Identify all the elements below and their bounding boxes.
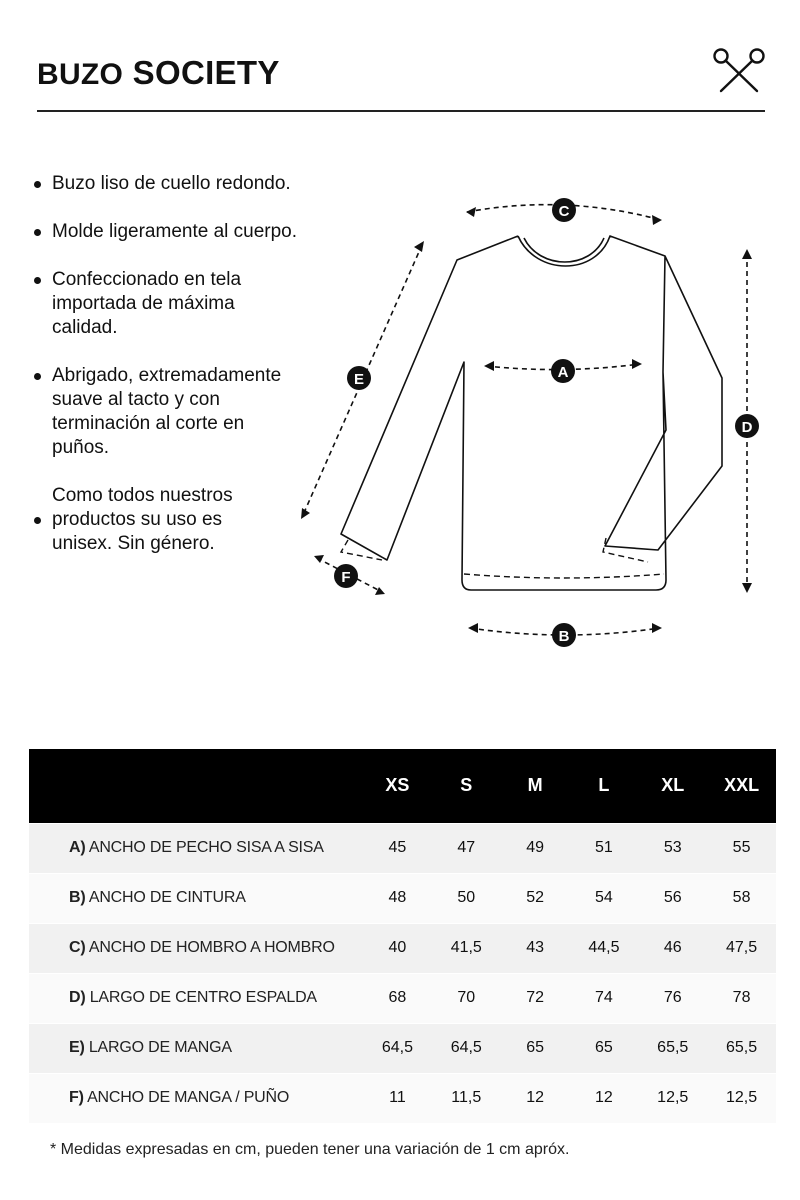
measure-code: D) — [69, 989, 86, 1006]
bullet-dot — [34, 229, 41, 236]
measure-name: LARGO DE MANGA — [88, 1039, 232, 1056]
measure-value: 48 — [363, 873, 432, 923]
feature-item — [34, 364, 296, 460]
table-row — [29, 1073, 776, 1123]
measure-value: 11,5 — [432, 1073, 501, 1123]
feature-item — [34, 484, 266, 556]
feature-text: Como todos nuestros productos su uso es unisex. Sin género. — [52, 485, 233, 554]
measure-code: E) — [69, 1039, 85, 1056]
measure-value: 64,5 — [432, 1023, 501, 1073]
marker-c — [552, 198, 576, 222]
measure-code: C) — [69, 939, 86, 956]
page-title — [37, 54, 280, 92]
title-product: SOCIETY — [132, 54, 280, 91]
measure-value: 50 — [432, 873, 501, 923]
measure-value: 65 — [570, 1023, 639, 1073]
measure-value: 47,5 — [707, 923, 776, 973]
measure-label — [29, 1023, 363, 1073]
feature-item — [34, 268, 304, 340]
measure-code: F) — [69, 1089, 84, 1107]
measure-value: 11 — [363, 1073, 432, 1123]
header-blank — [29, 749, 363, 823]
measure-value: 12,5 — [707, 1073, 776, 1123]
header-divider — [37, 110, 765, 112]
feature-text: Abrigado, extremadamente suave al tacto y con terminación al corte en puños. — [52, 365, 282, 458]
header-size: XXL — [724, 775, 760, 796]
bullet-dot — [34, 277, 41, 284]
scissors-icon — [713, 46, 765, 94]
measure-code: A) — [69, 839, 86, 856]
measure-value: 55 — [707, 823, 776, 873]
footnote: * Medidas expresadas en cm, pueden tener una variación de 1 cm apróx. — [50, 1141, 570, 1158]
table-row — [29, 823, 776, 873]
measure-label — [29, 973, 363, 1023]
measure-value: 49 — [501, 823, 570, 873]
measure-value: 45 — [363, 823, 432, 873]
measure-name: ANCHO DE HOMBRO A HOMBRO — [88, 939, 335, 956]
bullet-dot — [34, 373, 41, 380]
measure-value: 43 — [501, 923, 570, 973]
table-row — [29, 973, 776, 1023]
marker-f-label: F — [341, 569, 351, 586]
measure-value: 12 — [570, 1073, 639, 1123]
sweater-outline — [341, 236, 722, 590]
measure-value: 46 — [638, 923, 707, 973]
measure-value: 72 — [501, 973, 570, 1023]
header-size: S — [460, 775, 473, 796]
arrowheads — [301, 207, 752, 633]
measure-value: 51 — [570, 823, 639, 873]
measure-value: 54 — [570, 873, 639, 923]
marker-b — [552, 623, 576, 647]
header-size: M — [527, 775, 543, 796]
measure-name: ANCHO DE CINTURA — [88, 889, 246, 906]
measure-value: 12 — [501, 1073, 570, 1123]
bullet-dot — [34, 517, 41, 524]
header-size: XS — [385, 775, 410, 796]
measure-value: 78 — [707, 973, 776, 1023]
table-row — [29, 923, 776, 973]
marker-f — [334, 564, 358, 588]
measure-value: 58 — [707, 873, 776, 923]
feature-text: Molde ligeramente al cuerpo. — [52, 221, 298, 242]
measure-value: 44,5 — [570, 923, 639, 973]
measure-value: 68 — [363, 973, 432, 1023]
table-row — [29, 873, 776, 923]
marker-c-label: C — [558, 203, 570, 220]
measure-value: 65,5 — [707, 1023, 776, 1073]
measure-name: ANCHO DE PECHO SISA A SISA — [88, 839, 324, 856]
measure-label — [29, 873, 363, 923]
marker-e — [347, 366, 371, 390]
measure-value: 53 — [638, 823, 707, 873]
table-row — [29, 1023, 776, 1073]
measure-value: 65,5 — [638, 1023, 707, 1073]
garment-diagram — [290, 190, 770, 660]
marker-e-label: E — [353, 371, 365, 388]
measure-value: 56 — [638, 873, 707, 923]
size-table-header — [29, 749, 776, 823]
measure-label — [29, 823, 363, 873]
marker-d — [735, 414, 759, 438]
measure-value: 74 — [570, 973, 639, 1023]
measure-label — [29, 923, 363, 973]
measure-value: 64,5 — [363, 1023, 432, 1073]
feature-item — [34, 172, 304, 196]
measure-value: 70 — [432, 973, 501, 1023]
marker-a-label: A — [557, 364, 569, 381]
feature-list — [34, 172, 304, 580]
measure-value: 65 — [501, 1023, 570, 1073]
measure-value: 52 — [501, 873, 570, 923]
measure-name: ANCHO DE MANGA / PUÑO — [87, 1089, 290, 1107]
measure-name: LARGO DE CENTRO ESPALDA — [89, 989, 317, 1006]
size-table — [29, 749, 776, 1123]
measure-value: 12,5 — [638, 1073, 707, 1123]
marker-a — [551, 359, 575, 383]
title-brand: BUZO — [37, 58, 124, 91]
measure-value: 47 — [432, 823, 501, 873]
measure-value: 40 — [363, 923, 432, 973]
feature-text: Buzo liso de cuello redondo. — [52, 173, 291, 194]
header-size: L — [598, 775, 610, 796]
measure-label — [29, 1073, 363, 1123]
page-header — [37, 52, 765, 112]
bullet-dot — [34, 181, 41, 188]
measure-value: 76 — [638, 973, 707, 1023]
measure-value: 41,5 — [432, 923, 501, 973]
feature-text: Confeccionado en tela importada de máxima calidad. — [52, 269, 242, 338]
marker-d-label: D — [741, 419, 753, 436]
header-size: XL — [661, 775, 685, 796]
marker-b-label: B — [558, 628, 570, 645]
measure-code: B) — [69, 889, 86, 906]
feature-item — [34, 220, 304, 244]
